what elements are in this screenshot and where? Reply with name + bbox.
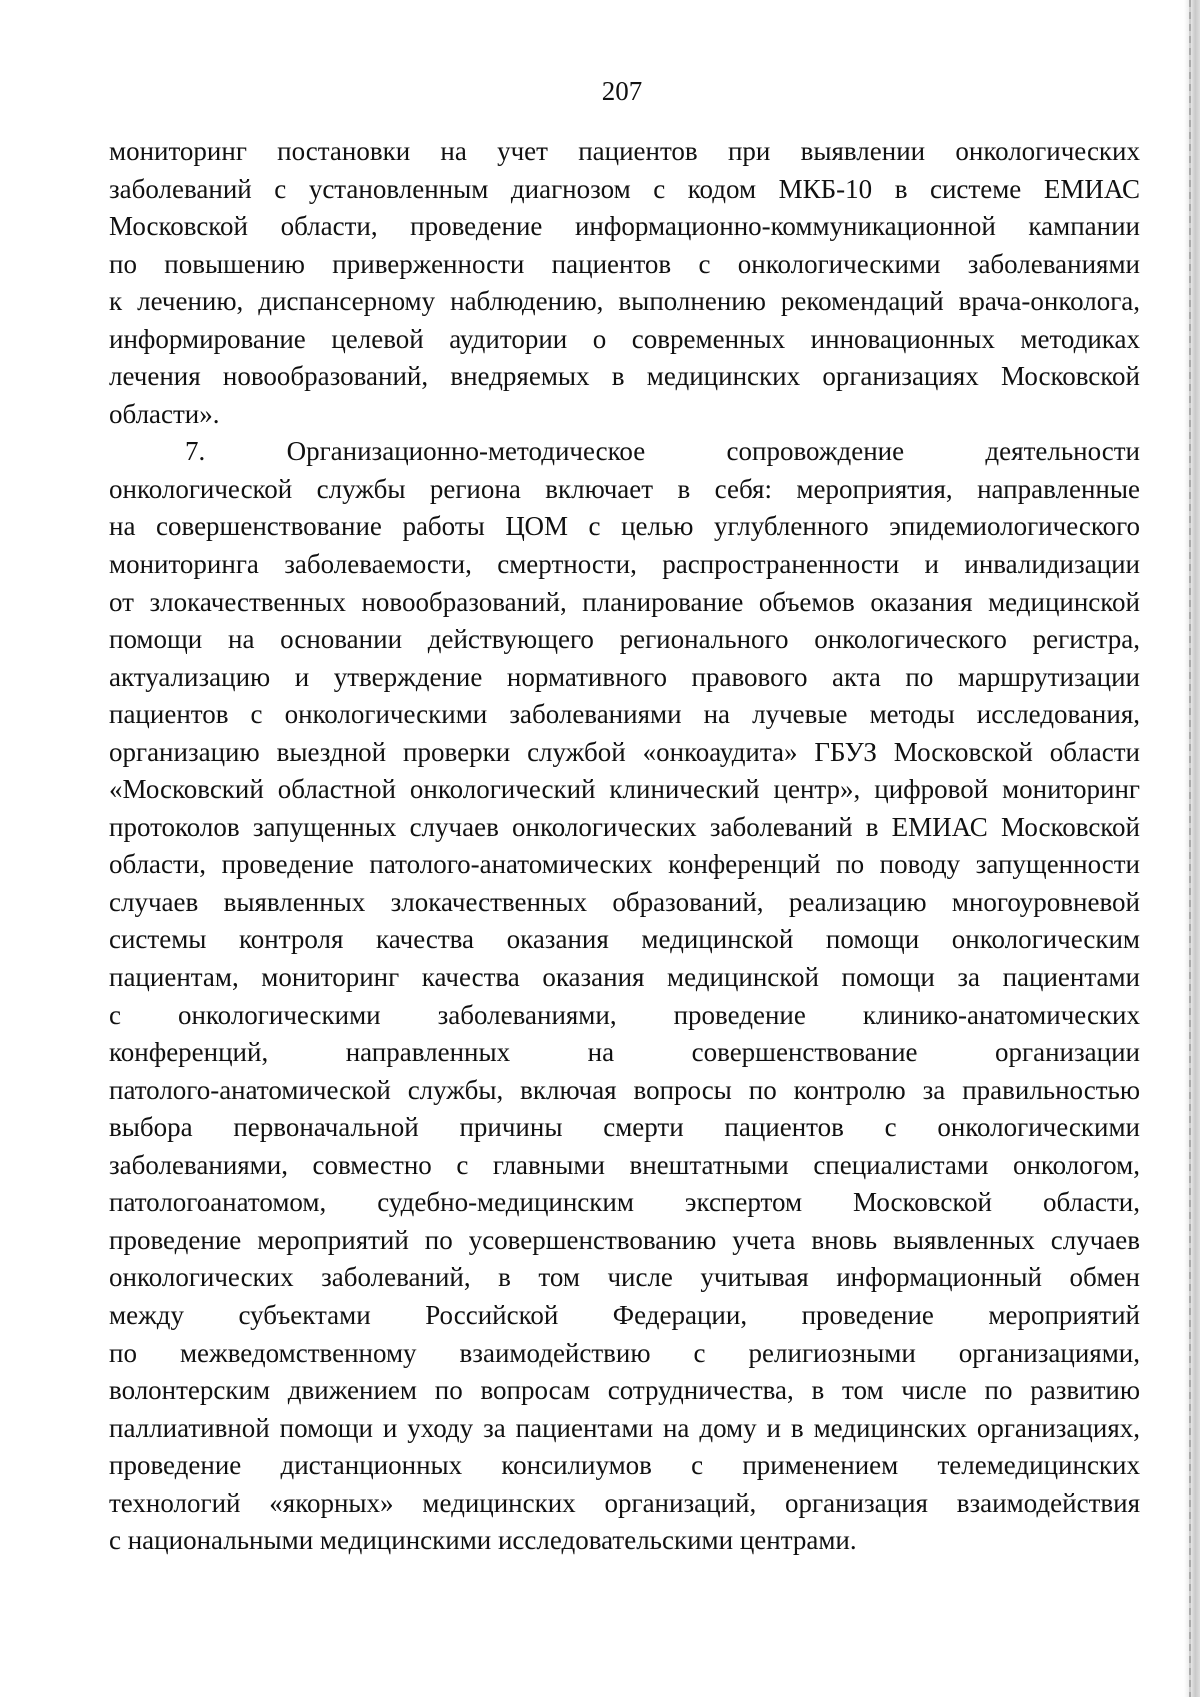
text-line: системы контроля качества оказания медицинской помощи онкологическим bbox=[109, 924, 1140, 955]
text-line: заболеваний с установленным диагнозом с кодом МКБ-10 в системе ЕМИАС bbox=[109, 173, 1140, 204]
text-line: между субъектами Российской Федерации, проведение мероприятий bbox=[109, 1299, 1140, 1330]
text-line: заболеваниями, совместно с главными внештатными специалистами онкологом, bbox=[109, 1149, 1140, 1180]
text-line: по повышению приверженности пациентов с онкологическими заболеваниями bbox=[109, 248, 1140, 279]
text-line: пациентов с онкологическими заболеваниями на лучевые методы исследования, bbox=[109, 699, 1140, 730]
text-line: протоколов запущенных случаев онкологических заболеваний в ЕМИАС Московской bbox=[109, 811, 1140, 842]
text-line: проведение мероприятий по усовершенствованию учета вновь выявленных случаев bbox=[109, 1224, 1140, 1255]
text-line: мониторинга заболеваемости, смертности, распространенности и инвалидизации bbox=[109, 549, 1140, 580]
text-line: «Московский областной онкологический клинический центр», цифровой мониторинг bbox=[109, 774, 1140, 805]
text-line: актуализацию и утверждение нормативного правового акта по маршрутизации bbox=[109, 661, 1140, 692]
text-line: организацию выездной проверки службой «онкоаудита» ГБУЗ Московской области bbox=[109, 736, 1140, 767]
document-body bbox=[109, 133, 1140, 1560]
text-line: информирование целевой аудитории о современных инновационных методиках bbox=[109, 323, 1140, 354]
text-line: от злокачественных новообразований, планирование объемов оказания медицинской bbox=[109, 586, 1140, 617]
text-line: онкологической службы региона включает в себя: мероприятия, направленные bbox=[109, 473, 1140, 504]
scan-edge-line bbox=[1189, 0, 1191, 1697]
text-line: технологий «якорных» медицинских организаций, организация взаимодействия bbox=[109, 1487, 1140, 1518]
text-line: помощи на основании действующего регионального онкологического регистра, bbox=[109, 624, 1140, 655]
page-number: 207 bbox=[601, 76, 643, 106]
text-line: по межведомственному взаимодействию с религиозными организациями, bbox=[109, 1337, 1140, 1368]
text-line: Московской области, проведение информационно-коммуникационной кампании bbox=[109, 211, 1140, 242]
text-line: области». bbox=[109, 398, 220, 429]
text-line: области, проведение патолого-анатомических конференций по поводу запущенности bbox=[109, 849, 1140, 880]
text-line: конференций, направленных на совершенствование организации bbox=[109, 1037, 1140, 1068]
text-line: к лечению, диспансерному наблюдению, выполнению рекомендаций врача-онколога, bbox=[109, 286, 1140, 317]
text-line: патолого-анатомической службы, включая вопросы по контролю за правильностью bbox=[109, 1074, 1140, 1105]
text-line: онкологических заболеваний, в том числе учитывая информационный обмен bbox=[109, 1262, 1140, 1293]
text-line: с национальными медицинскими исследовательскими центрами. bbox=[109, 1525, 857, 1556]
text-line: лечения новообразований, внедряемых в медицинских организациях Московской bbox=[109, 361, 1140, 392]
scan-edge bbox=[1184, 0, 1200, 1697]
text-line: на совершенствование работы ЦОМ с целью углубленного эпидемиологического bbox=[109, 511, 1140, 542]
text-line: паллиативной помощи и уходу за пациентами на дому и в медицинских организациях, bbox=[109, 1412, 1140, 1443]
text-line: проведение дистанционных консилиумов с применением телемедицинских bbox=[109, 1450, 1140, 1481]
text-line: пациентам, мониторинг качества оказания медицинской помощи за пациентами bbox=[109, 962, 1140, 993]
text-line: мониторинг постановки на учет пациентов при выявлении онкологических bbox=[109, 136, 1140, 166]
paragraph-7-first-line: 7. Организационно-методическое сопровождение деятельности bbox=[185, 436, 1140, 467]
text-line: выбора первоначальной причины смерти пациентов с онкологическими bbox=[109, 1112, 1140, 1143]
text-line: патологоанатомом, судебно-медицинским экспертом Московской области, bbox=[109, 1187, 1140, 1218]
text-line: с онкологическими заболеваниями, проведение клинико-анатомических bbox=[109, 999, 1140, 1030]
text-line: волонтерским движением по вопросам сотрудничества, в том числе по развитию bbox=[109, 1375, 1140, 1406]
text-line: случаев выявленных злокачественных образований, реализацию многоуровневой bbox=[109, 886, 1140, 917]
